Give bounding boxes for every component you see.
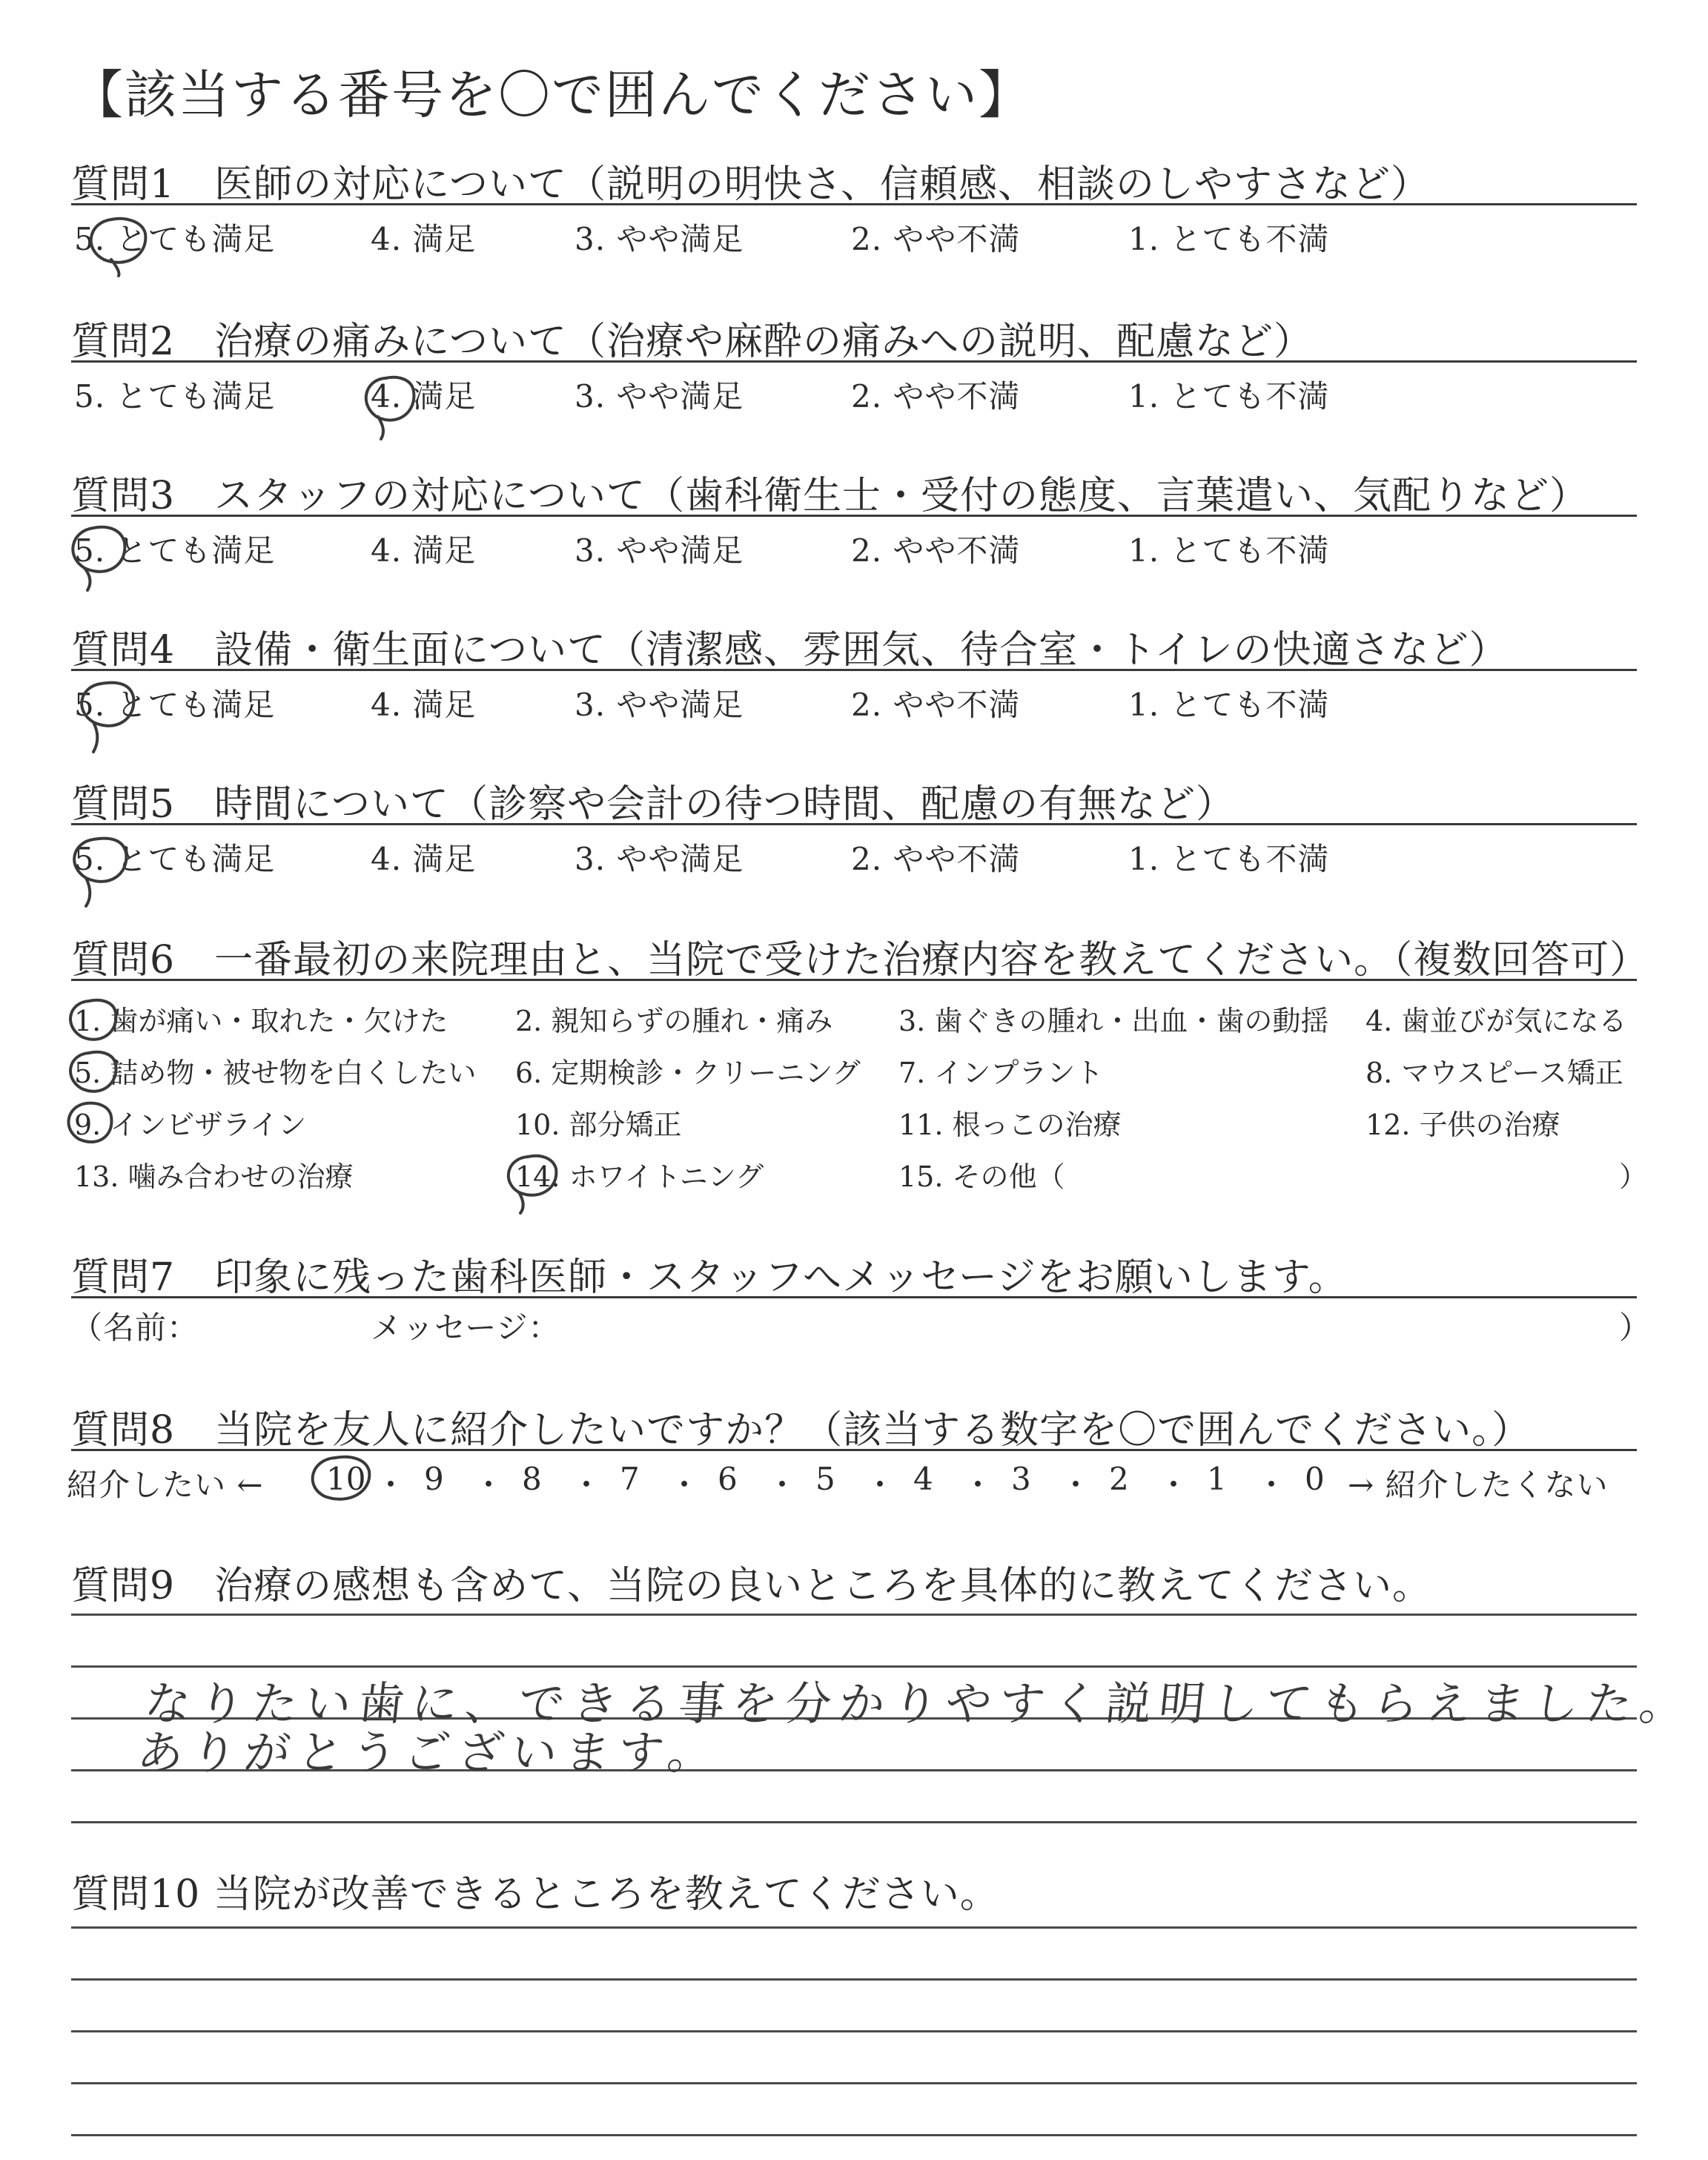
answer-line	[71, 1614, 1637, 1616]
reason-option-4[interactable]: 4. 歯並びが気になる	[1366, 1005, 1627, 1037]
answer-line	[71, 2030, 1637, 2032]
question-5-title: 質問5 時間について（診察や会計の待つ時間、配慮の有無など）	[71, 782, 1236, 827]
divider	[71, 669, 1637, 671]
divider	[71, 1449, 1637, 1451]
question-2-title: 質問2 治療の痛みについて（治療や麻酔の痛みへの説明、配慮など）	[71, 320, 1314, 364]
rating-option-5[interactable]: 5. とても満足	[74, 687, 276, 723]
recommend-left-label: 紹介したい ←	[67, 1467, 264, 1503]
divider	[71, 823, 1637, 825]
message-label: メッセージ：	[371, 1309, 560, 1346]
rating-option-4[interactable]: 4. 満足	[371, 687, 477, 723]
rating-option-3[interactable]: 3. やや満足	[575, 532, 744, 569]
question-6-title: 質問6 一番最初の来院理由と、当院で受けた治療内容を教えてください。（複数回答可）	[71, 938, 1649, 982]
scale-value-5[interactable]: 5	[815, 1461, 835, 1497]
reason-option-2[interactable]: 2. 親知らずの腫れ・痛み	[515, 1005, 833, 1037]
answer-line	[71, 1926, 1637, 1929]
answer-line	[71, 1821, 1637, 1823]
scale-value-6[interactable]: 6	[718, 1461, 738, 1497]
divider	[71, 515, 1637, 517]
reason-option-3[interactable]: 3. 歯ぐきの腫れ・出血・歯の動揺	[898, 1005, 1329, 1037]
reason-option-15-close: ）	[1619, 1160, 1648, 1193]
answer-line	[71, 2082, 1637, 2084]
scale-value-7[interactable]: 7	[620, 1461, 640, 1497]
scale-value-2[interactable]: 2	[1109, 1461, 1129, 1497]
question-7-title: 質問7 印象に残った歯科医師・スタッフへメッセージをお願いします。	[71, 1255, 1348, 1300]
handwritten-answer-line-2: ありがとうございます。	[134, 1725, 724, 1780]
scale-value-10[interactable]: 10	[326, 1461, 366, 1497]
rating-option-5[interactable]: 5. とても満足	[74, 532, 276, 569]
rating-option-3[interactable]: 3. やや満足	[575, 687, 744, 723]
answer-line	[71, 2134, 1637, 2136]
reason-option-14[interactable]: 14. ホワイトニング	[515, 1160, 764, 1193]
divider	[71, 1296, 1637, 1298]
reason-option-15[interactable]: 15. その他（	[898, 1160, 1065, 1193]
rating-option-2[interactable]: 2. やや不満	[851, 378, 1021, 415]
scale-separator: ・	[962, 1467, 994, 1503]
scale-separator: ・	[1256, 1467, 1288, 1503]
scale-separator: ・	[1060, 1467, 1092, 1503]
scale-value-8[interactable]: 8	[522, 1461, 542, 1497]
scale-separator: ・	[864, 1467, 896, 1503]
rating-option-3[interactable]: 3. やや満足	[575, 378, 744, 415]
rating-option-4[interactable]: 4. 満足	[371, 221, 477, 257]
question-4-title: 質問4 設備・衛生面について（清潔感、雰囲気、待合室・トイレの快適さなど）	[71, 628, 1509, 673]
scale-separator: ・	[767, 1467, 798, 1503]
rating-option-4[interactable]: 4. 満足	[371, 532, 477, 569]
question-9-title: 質問9 治療の感想も含めて、当院の良いところを具体的に教えてください。	[71, 1564, 1432, 1608]
rating-option-1[interactable]: 1. とても不満	[1128, 532, 1330, 569]
scale-separator: ・	[473, 1467, 505, 1503]
scale-value-1[interactable]: 1	[1207, 1461, 1227, 1497]
rating-option-1[interactable]: 1. とても不満	[1128, 221, 1330, 257]
rating-option-3[interactable]: 3. やや満足	[575, 221, 744, 257]
reason-option-8[interactable]: 8. マウスピース矯正	[1366, 1057, 1623, 1089]
page-title: 【該当する番号を〇で囲んでください】	[71, 65, 1032, 125]
name-label: （名前：	[71, 1309, 199, 1346]
reason-option-5[interactable]: 5. 詰め物・被せ物を白くしたい	[74, 1057, 477, 1089]
scale-value-0[interactable]: 0	[1305, 1461, 1325, 1497]
scale-separator: ・	[1158, 1467, 1190, 1503]
divider	[71, 203, 1637, 205]
reason-option-7[interactable]: 7. インプラント	[898, 1057, 1104, 1089]
rating-option-1[interactable]: 1. とても不満	[1128, 841, 1330, 877]
scale-value-4[interactable]: 4	[913, 1461, 933, 1497]
reason-option-6[interactable]: 6. 定期検診・クリーニング	[515, 1057, 861, 1089]
question-10-title: 質問10 当院が改善できるところを教えてください。	[71, 1872, 999, 1917]
rating-option-4[interactable]: 4. 満足	[371, 378, 477, 415]
message-close: ）	[1619, 1309, 1652, 1346]
scale-separator: ・	[375, 1467, 407, 1503]
rating-option-2[interactable]: 2. やや不満	[851, 841, 1021, 877]
reason-option-1[interactable]: 1. 歯が痛い・取れた・欠けた	[74, 1005, 448, 1037]
rating-option-2[interactable]: 2. やや不満	[851, 221, 1021, 257]
reason-option-10[interactable]: 10. 部分矯正	[515, 1109, 682, 1141]
reason-option-13[interactable]: 13. 噛み合わせの治療	[74, 1160, 354, 1193]
rating-option-1[interactable]: 1. とても不満	[1128, 378, 1330, 415]
handwritten-answer-line-1: なりたい歯に、できる事を分かりやすく説明してもらえました。	[142, 1677, 1696, 1731]
reason-option-9[interactable]: 9. インビザライン	[74, 1109, 307, 1141]
scale-value-9[interactable]: 9	[424, 1461, 444, 1497]
question-8-title: 質問8 当院を友人に紹介したいですか？（該当する数字を〇で囲んでください。）	[71, 1408, 1532, 1453]
rating-option-5[interactable]: 5. とても満足	[74, 378, 276, 415]
rating-option-1[interactable]: 1. とても不満	[1128, 687, 1330, 723]
rating-option-4[interactable]: 4. 満足	[371, 841, 477, 877]
recommend-right-label: → 紹介したくない	[1348, 1467, 1609, 1503]
scale-separator: ・	[669, 1467, 701, 1503]
divider	[71, 360, 1637, 363]
divider	[71, 979, 1637, 981]
rating-option-2[interactable]: 2. やや不満	[851, 687, 1021, 723]
scale-value-3[interactable]: 3	[1011, 1461, 1031, 1497]
rating-option-3[interactable]: 3. やや満足	[575, 841, 744, 877]
question-1-title: 質問1 医師の対応について（説明の明快さ、信頼感、相談のしやすさなど）	[71, 162, 1430, 207]
rating-option-5[interactable]: 5. とても満足	[74, 221, 276, 257]
scale-separator: ・	[571, 1467, 603, 1503]
question-3-title: 質問3 スタッフの対応について（歯科衛生士・受付の態度、言葉遣い、気配りなど）	[71, 474, 1589, 518]
reason-option-11[interactable]: 11. 根っこの治療	[898, 1109, 1122, 1141]
rating-option-5[interactable]: 5. とても満足	[74, 841, 276, 877]
rating-option-2[interactable]: 2. やや不満	[851, 532, 1021, 569]
reason-option-12[interactable]: 12. 子供の治療	[1366, 1109, 1560, 1141]
answer-line	[71, 1978, 1637, 1981]
